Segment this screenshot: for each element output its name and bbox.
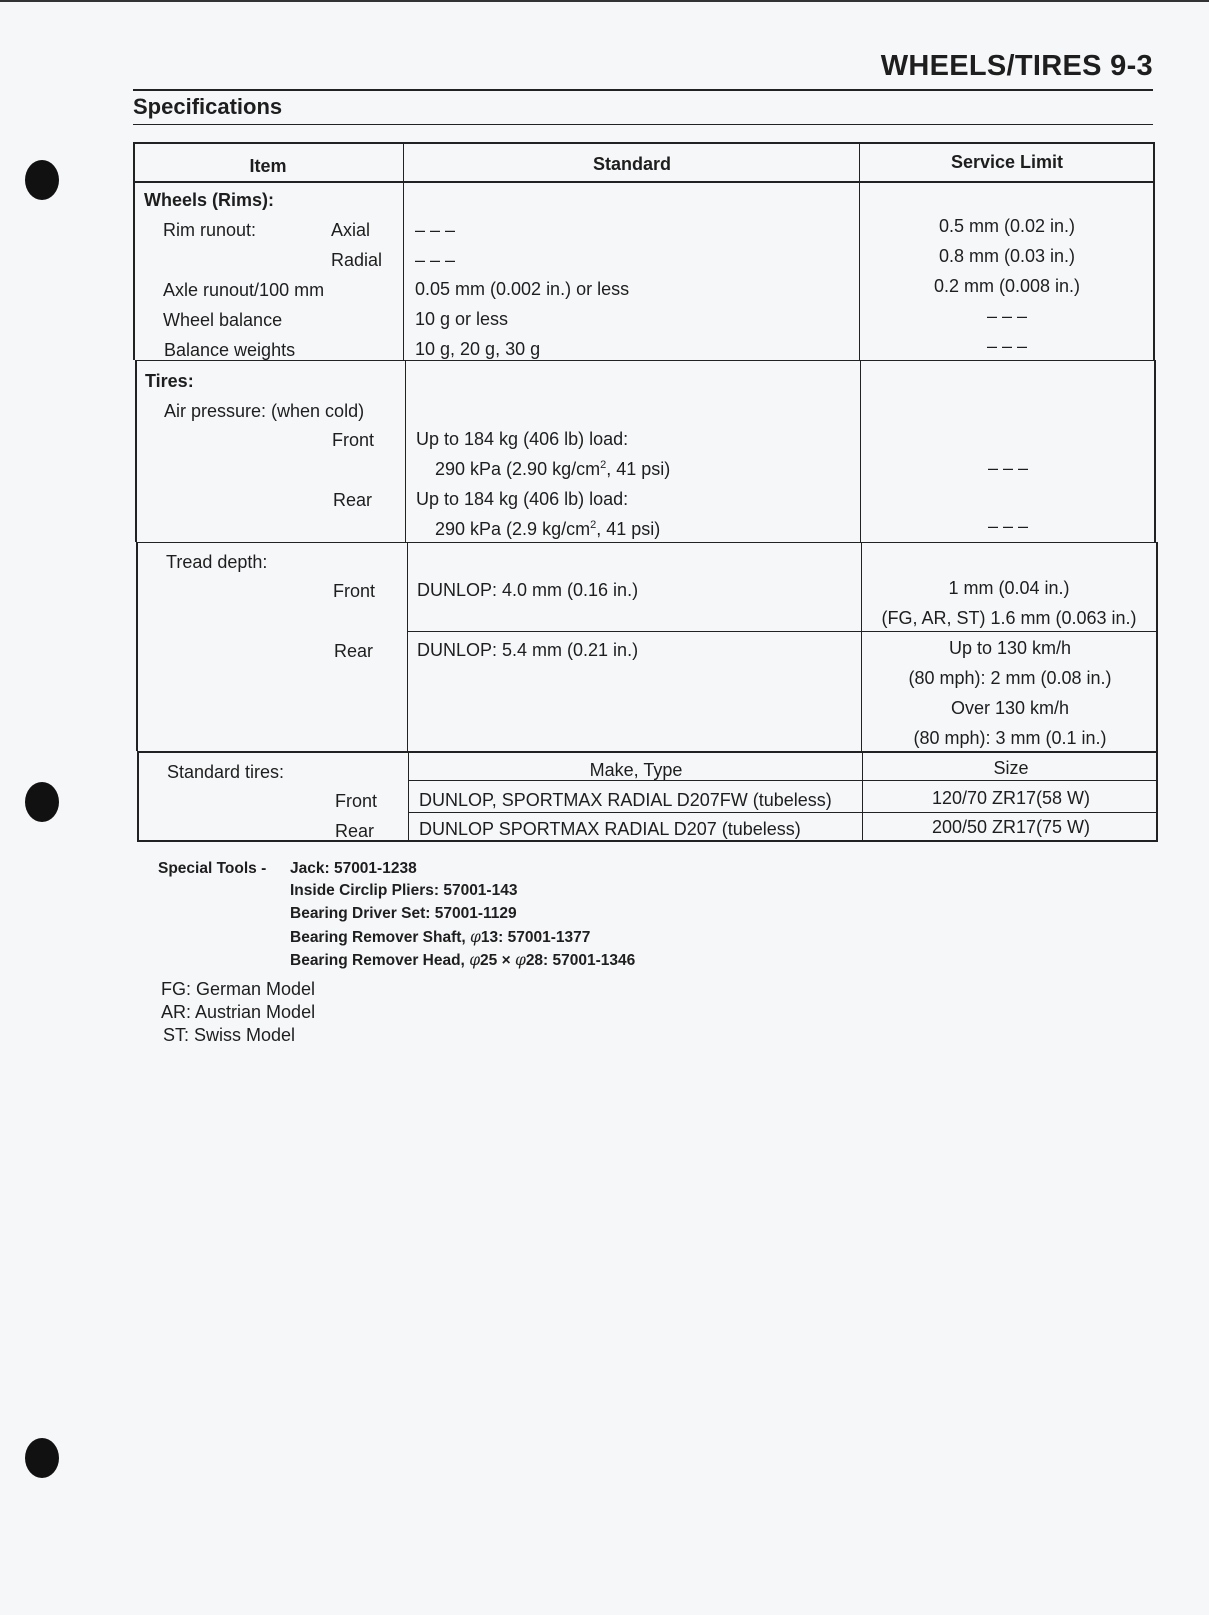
wheel-balance-limit: – – –	[986, 306, 1028, 326]
std-tire-front-size: 120/70 ZR17(58 W)	[931, 788, 1091, 808]
column-header-item: Item	[249, 156, 287, 176]
tires-heading: Tires:	[145, 371, 194, 391]
section-title: Specifications	[133, 94, 283, 119]
axle-runout-limit: 0.2 mm (0.008 in.)	[933, 276, 1081, 296]
table-column-rule	[859, 142, 860, 360]
tread-front-standard: DUNLOP: 4.0 mm (0.16 in.)	[417, 580, 639, 600]
tread-rear-label: Rear	[334, 641, 374, 661]
table-column-rule	[408, 751, 409, 842]
table-column-rule	[403, 142, 404, 360]
tread-rear-limit-4: (80 mph): 3 mm (0.1 in.)	[913, 728, 1107, 748]
tread-front-label: Front	[333, 581, 376, 601]
std-tire-front-make: DUNLOP, SPORTMAX RADIAL D207FW (tubeless)	[419, 790, 832, 810]
front-pressure-standard: 290 kPa (2.90 $kg/cm^2$, 41 psi)	[435, 459, 671, 479]
table-column-rule	[860, 360, 861, 542]
header-rule	[133, 89, 1153, 91]
rear-pressure-limit: – – –	[987, 516, 1029, 536]
table-row-rule	[136, 542, 1156, 543]
table-border-top	[133, 142, 1155, 144]
axial-label: Axial	[331, 220, 371, 240]
model-legend-st: ST: Swiss Model	[163, 1025, 296, 1045]
std-tire-rear-make: DUNLOP SPORTMAX RADIAL D207 (tubeless)	[419, 819, 801, 839]
table-column-rule	[405, 360, 406, 542]
std-tire-rear-size: 200/50 ZR17(75 W)	[931, 817, 1091, 837]
rear-load-standard: Up to 184 kg (406 lb) load:	[416, 489, 629, 509]
tread-front-limit: 1 mm (0.04 in.)	[948, 578, 1070, 598]
tread-depth-label: Tread depth:	[166, 552, 268, 572]
table-column-rule	[861, 542, 862, 751]
std-tire-rear-label: Rear	[335, 821, 375, 841]
wheels-heading: Wheels (Rims):	[144, 190, 275, 210]
radial-label: Radial	[331, 250, 383, 270]
column-header-service-limit: Service Limit	[950, 152, 1064, 172]
tread-rear-limit-3: Over 130 km/h	[950, 698, 1070, 718]
tread-rear-limit-2: (80 mph): 2 mm (0.08 in.)	[908, 668, 1112, 688]
special-tool-jack: Jack: 57001-1238	[290, 860, 417, 877]
section-rule	[133, 124, 1153, 125]
tread-rear-standard: DUNLOP: 5.4 mm (0.21 in.)	[417, 640, 639, 660]
binder-hole	[25, 1438, 59, 1478]
tread-rear-limit-1: Up to 130 km/h	[948, 638, 1072, 658]
front-load-standard: Up to 184 kg (406 lb) load:	[416, 429, 629, 449]
tread-front-limit-models: (FG, AR, ST) 1.6 mm (0.063 in.)	[881, 608, 1137, 628]
air-pressure-label: Air pressure: (when cold)	[164, 401, 365, 421]
table-row-rule	[408, 780, 1158, 781]
table-row-rule	[407, 631, 1158, 632]
model-legend-ar: AR: Austrian Model	[161, 1002, 316, 1022]
balance-weights-limit: – – –	[986, 336, 1028, 356]
balance-weights-standard: 10 g, 20 g, 30 g	[415, 339, 541, 359]
axial-limit: 0.5 mm (0.02 in.)	[938, 216, 1076, 236]
wheel-balance-standard: 10 g or less	[415, 309, 509, 329]
rim-runout-label: Rim runout:	[163, 220, 257, 240]
axial-standard: – – –	[415, 220, 456, 240]
tire-front-label: Front	[332, 430, 375, 450]
table-header-rule	[133, 181, 1155, 183]
binder-hole	[25, 782, 59, 822]
table-border-left	[135, 360, 137, 542]
special-tool-remover-head: Bearing Remover Head, φ25 × φ28: 57001-1346	[290, 951, 636, 969]
table-border-right	[1154, 360, 1156, 542]
table-column-rule	[862, 751, 863, 842]
table-column-rule	[407, 542, 408, 751]
table-border-left	[136, 542, 138, 751]
standard-tires-label: Standard tires:	[167, 762, 285, 782]
table-border-left	[137, 751, 139, 842]
special-tool-remover-shaft: Bearing Remover Shaft, φ13: 57001-1377	[290, 928, 591, 946]
radial-limit: 0.8 mm (0.03 in.)	[938, 246, 1076, 266]
page-title: WHEELS/TIRES 9-3	[880, 50, 1153, 82]
table-border-left	[133, 142, 135, 360]
front-pressure-limit: – – –	[987, 458, 1029, 478]
rear-pressure-standard: 290 kPa (2.9 $kg/cm^2$, 41 psi)	[435, 519, 661, 539]
wheel-balance-label: Wheel balance	[163, 310, 283, 330]
table-row-rule	[137, 751, 1158, 753]
axle-runout-label: Axle runout/100 mm	[163, 280, 325, 300]
axle-runout-standard: 0.05 mm (0.002 in.) or less	[415, 279, 630, 299]
model-legend-fg: FG: German Model	[161, 979, 316, 999]
column-header-standard: Standard	[592, 154, 672, 174]
radial-standard: – – –	[415, 250, 456, 270]
table-border-right	[1156, 542, 1158, 842]
make-type-header: Make, Type	[589, 760, 683, 780]
special-tool-driver-set: Bearing Driver Set: 57001-1129	[290, 905, 517, 922]
binder-hole	[25, 160, 59, 200]
page-top-edge	[0, 0, 1209, 2]
special-tool-pliers: Inside Circlip Pliers: 57001-143	[290, 882, 518, 899]
tire-rear-label: Rear	[333, 490, 373, 510]
std-tire-front-label: Front	[335, 791, 378, 811]
special-tools-label: Special Tools -	[158, 860, 267, 877]
table-border-right	[1153, 142, 1155, 360]
table-border-bottom	[137, 840, 1158, 842]
balance-weights-label: Balance weights	[164, 340, 296, 360]
size-header: Size	[993, 758, 1029, 778]
table-row-rule	[408, 812, 1158, 813]
